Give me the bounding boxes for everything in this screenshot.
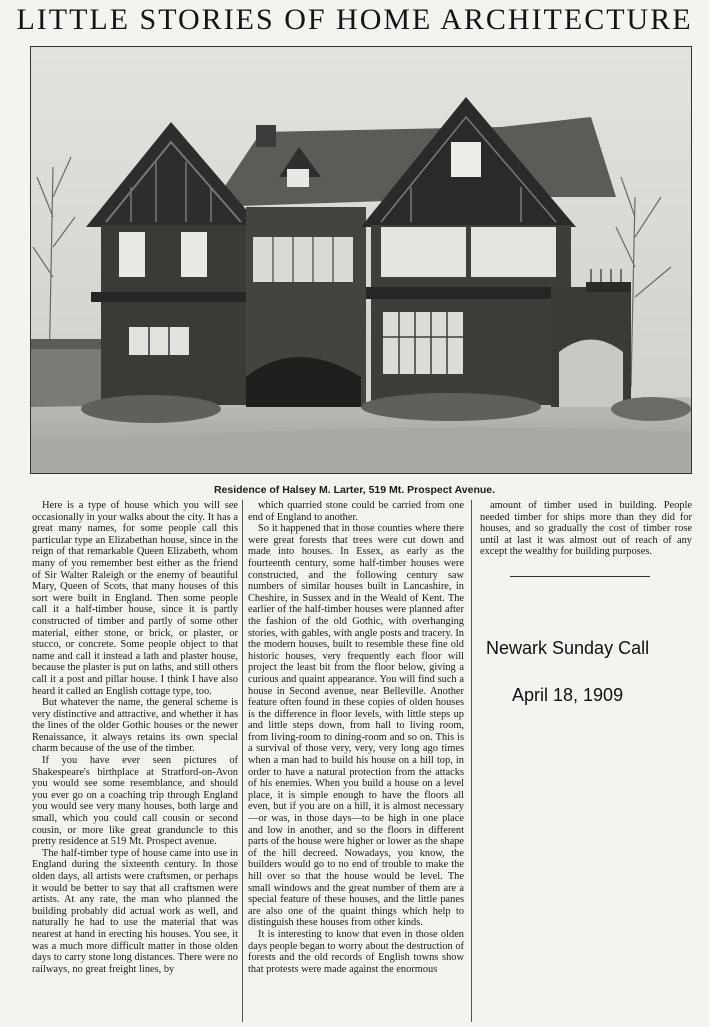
paragraph: If you have ever seen pictures of Shakespeare's birthplace at Stratford-on-Avon you would see some resemblance, and should you ever go on a coaching trip through England you would see very many houses, both large and small, which you could call cousin or second cousin, or more like great granduncle to this pretty residence at 519 Mt. Prospect avenue. (32, 755, 238, 848)
paragraph: It is interesting to know that even in those olden days people began to worry about the destruction of forests and the old records of English towns show that protests were made against the enormous (248, 928, 464, 975)
article-column-3 (480, 500, 692, 574)
photo-caption: Residence of Halsey M. Larter, 519 Mt. Prospect Avenue. (213, 484, 496, 496)
paragraph: The half-timber type of house came into use in England during the sixteenth century. In those olden days, all artists were craftsmen, or perhaps it would be better to say that all craftsmen were artists. At any rate, the man who planned the building probably did actual work as well, and naturally he had to use the material that was nearest at hand in erecting his houses. You see, it was a much more difficult matter in those olden days to carry stone long distances. There were no railways, no great freight lines, by (32, 847, 238, 975)
page-headline: LITTLE STORIES OF HOME ARCHITECTURE (16, 3, 693, 36)
publication-date: April 18, 1909 (512, 685, 624, 705)
half-timbered-house-photo (30, 46, 692, 474)
paragraph: So it happened that in those counties where there were great forests that trees were cut down and made into houses. In Essex, as early as the fourteenth century, some half-timber houses were constructed, and the following century saw numbers of similar houses built in Lancashire, in Cheshire, in Sussex and in the Weald of Kent. The earlier of the half-timber houses were planned after the fashion of the old Gothic, with overhanging stories, with gables, with angle posts and tracery. In the modern houses, built to resemble these fine old historic houses, very frequently each floor will project the least bit from the floor below, giving a curious and quaint appearance. You will find such a house in Second avenue, near Belleville. Another feature often found in these copies of olden houses is the difference in floor levels, with little steps up and little steps down, from hall to living room, from living-room to dining-room and so on. This is a survival of those very, very, very long ago times when a man had to build his house on a hill top, in order to have a natural protection from the attacks of his enemies. When you build a house on a level place, it is simple enough to have the floors all even, but if you are on a hill, it is almost necessary—or was, in those days—to be high in one place and low in another, and so the floors in different parts of the house were higher or lower as the shape of the hill decreed. Nowadays, you know, the builders would go to no end of trouble to make the hill over so that the house would be level. The small windows and the great number of them are a special feature of these houses, and the little panes are also one of the quaint things which help to distinguish these houses from other kinds. (248, 523, 464, 929)
column-divider (471, 500, 472, 1022)
paragraph: which quarried stone could be carried from one end of England to another. (248, 500, 464, 523)
paragraph: Here is a type of house which you will see occasionally in your walks about the city. It has a great many names, for some people call this particular type an Elizabethan house, since in the reign of that remarkable Queen Elizabeth, whom many of you remember best either as the friend of Sir Walter Raleigh or the enemy of beautiful Mary, Queen of Scots, that many houses of this sort were built in England. Then some people call it a half-timber house, since it is partly constructed of timber and partly of some other material, either stone, or brick, or plaster, or stucco, or concrete. Some people object to that name and call it instead a lath and plaster house, because the plaster is put on laths, and still others call it a post and pillar house. I think I have also heard it called an English cottage type, too. (32, 500, 238, 697)
article-column-1 (32, 500, 238, 1022)
publication-name: Newark Sunday Call (486, 638, 650, 658)
paragraph: amount of timber used in building. People needed timber for ships more than they did for houses, and so gradually the cost of timber rose until at last it was almost out of reach of any except the wealthy for building purposes. (480, 500, 692, 558)
column-divider (242, 500, 243, 1022)
paragraph: But whatever the name, the general scheme is very distinctive and attractive, and whether it has the lines of the older Gothic houses or the newer Renaissance, it always retains its own special charm because of the use of the timber. (32, 697, 238, 755)
article-column-2 (248, 500, 464, 1022)
end-of-article-rule (510, 576, 650, 577)
